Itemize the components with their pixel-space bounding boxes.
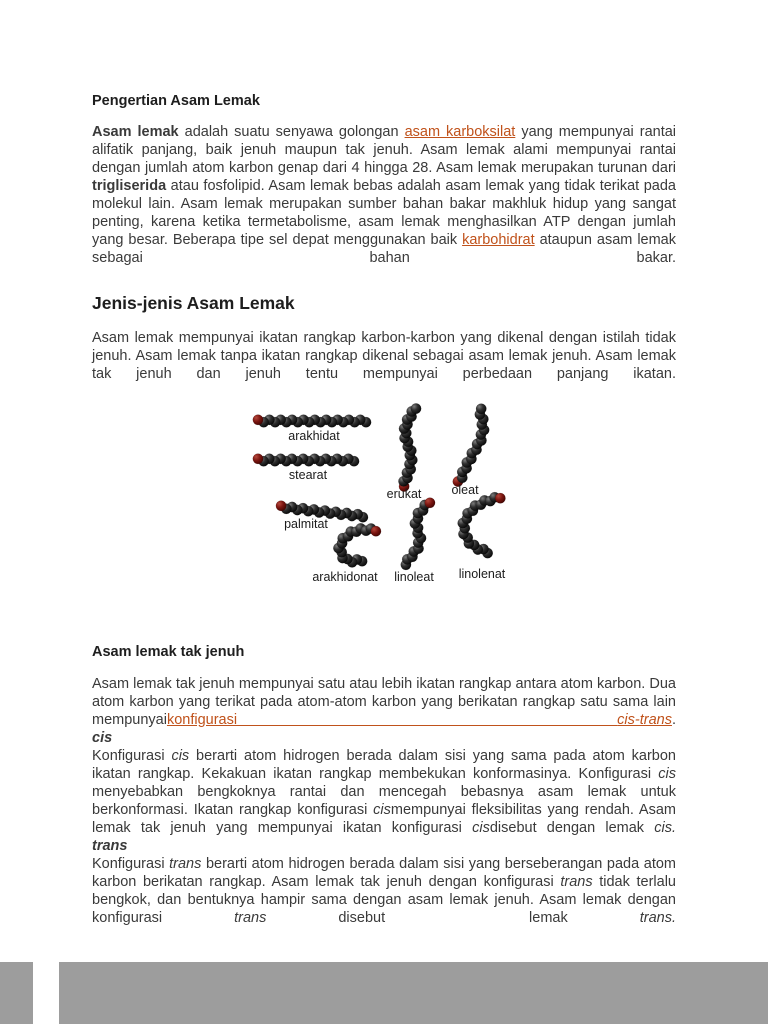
paragraph-tak-jenuh [92,675,676,729]
text-run: trans [234,910,267,926]
inline-link[interactable]: karbohidrat [462,232,535,248]
text-run: ataupun asam lemak sebagai bahan bakar. [92,232,677,266]
text-run: . [671,712,676,728]
chain-label-palmitat: palmitat [284,517,328,531]
molecule-chain-oleat [451,404,489,497]
molecule-chain-arakhidat [253,415,371,443]
chain-label-oleat: oleat [451,483,479,497]
paragraph-pengertian [92,123,676,267]
section-title-pengertian: Pengertian Asam Lemak [92,93,260,109]
text-run: trans [92,838,128,854]
fatty-acids-image [92,403,676,603]
text-run: Asam lemak tak jenuh mempunyai satu atau lebih ikatan rangkap antara atom karbon. Dua atom karbon yang terikat pada atom-atom karbon yang berikatan rangkap satu sama lain mempunyai [92,676,676,728]
text-run: cis [92,730,113,746]
chain-label-linoleat: linoleat [394,570,434,584]
text-run: Asam lemak [92,124,179,140]
chain-label-arakhidonat: arakhidonat [312,570,378,584]
text-run: mempunyai fleksibilitas yang rendah. Asam lemak tak jenuh yang mempunyai ikatan konfigurasi [92,802,676,836]
text-run: trans [169,856,202,872]
paragraph-jenis [92,329,676,383]
fatty-acids-figure [92,403,676,603]
text-run: cis [171,748,190,764]
molecule-chain-arakhidonat [312,523,381,584]
text-run: menyebabkan bengkoknya rantai dan mencegah bebasnya asam lemak untuk berkonformasi. Ikatan rangkap konfigurasi [92,784,676,818]
molecule-chain-linolenat [458,492,506,581]
text-run: cis. [654,820,677,836]
trans-term [92,837,676,855]
chain-label-linolenat: linolenat [458,567,506,581]
page-edge-strip [33,962,59,1024]
paragraph-cis [92,747,676,837]
text-run: tidak terlalu bengkok, dan bentuknya hampir sama dengan asam lemak jenuh. Asam lemak dengan konfigurasi [92,874,676,926]
molecule-chain-stearat [253,454,359,482]
text-run: berarti atom hidrogen berada dalam sisi yang berseberangan pada atom karbon berikatan rangkap. Asam lemak tak jenuh dengan konfigurasi [92,856,676,890]
text-run: Konfigurasi [92,748,172,764]
molecule-chain-erukat [387,403,422,501]
cis-term [92,729,676,747]
chain-label-erukat: erukat [386,487,422,501]
text-run: cis [658,766,676,782]
section-title-tak-jenuh: Asam lemak tak jenuh [92,644,245,660]
text-run: trans [560,874,593,890]
section-title-jenis: Jenis-jenis Asam Lemak [92,293,295,313]
molecule-chain-linoleat [394,498,435,584]
text-run: berarti atom hidrogen berada dalam sisi yang sama pada atom karbon ikatan rangkap. Kekakuan ikatan rangkap membekukan konformasinya. Konfigurasi [92,748,676,782]
text-run: cis [472,820,490,836]
text-run: cis [373,802,391,818]
text-run: atau fosfolipid. Asam lemak bebas adalah asam lemak yang tidak terikat pada molekul lain. Asam lemak merupakan sumber bahan bakar makhluk hidup yang sangat penting, karena ketika termetabolisme, asam lemak menghasilkan ATP dengan jumlah yang besar. Beberapa tipe sel depat menggunakan baik [92,178,676,248]
paragraph-trans [92,855,676,927]
text-run: trans. [639,910,676,926]
text-run: Konfigurasi [92,856,170,872]
text-run: trigliserida [92,178,167,194]
inline-link[interactable]: cis-trans [617,712,672,728]
text-run: yang mempunyai rantai alifatik panjang, baik jenuh maupun tak jenuh. Asam lemak alami mempunyai rantai dengan jumlah atom karbon genap dari 4 hingga 28. Asam lemak merupakan turunan dari [92,124,677,176]
inline-link[interactable]: konfigurasi [166,712,618,728]
text-run: disebut dengan lemak [489,820,655,836]
chain-label-stearat: stearat [288,468,328,482]
text-run: adalah suatu senyawa golongan [178,124,405,140]
molecule-chain-palmitat [276,501,368,531]
viewer-background [0,962,768,1024]
chain-label-arakhidat: arakhidat [288,429,340,443]
inline-link[interactable]: asam karboksilat [404,124,516,140]
text-run: disebut lemak [266,910,640,926]
text-run: Asam lemak mempunyai ikatan rangkap karbon-karbon yang dikenal dengan istilah tidak jenuh. Asam lemak tanpa ikatan rangkap dikenal sebagai asam lemak jenuh. Asam lemak tak jenuh dan jenuh tentu mempunyai perbedaan panjang ikatan. [92,330,676,382]
